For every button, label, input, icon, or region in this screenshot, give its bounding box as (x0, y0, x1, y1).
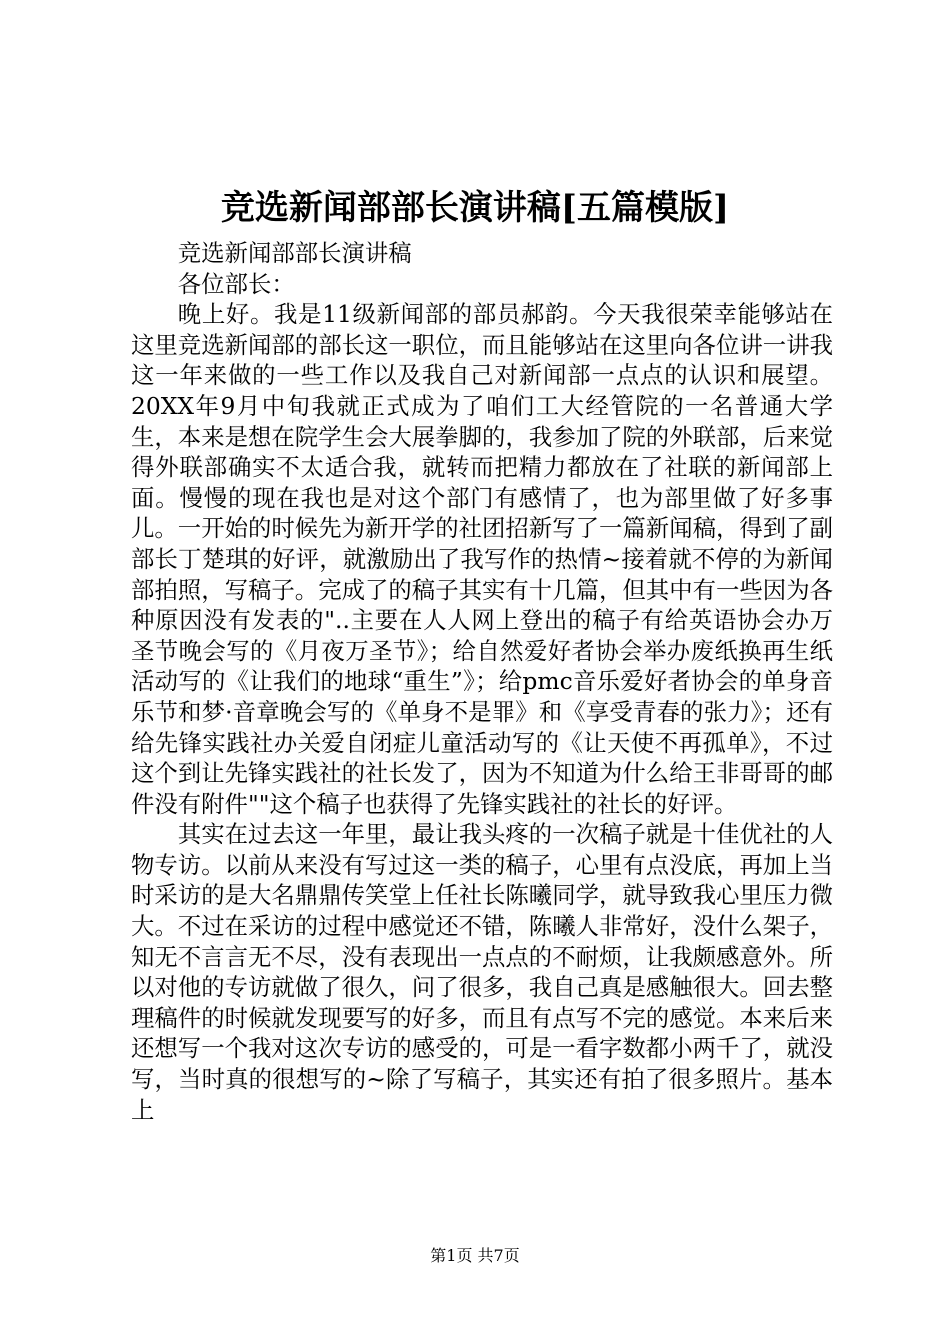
page-footer: 第1页 共7页 (430, 1246, 520, 1265)
body-paragraph: 其实在过去这一年里，最让我头疼的一次稿子就是十佳优社的人物专访。以前从来没有写过这一类的稿子，心里有点没底，再加上当时采访的是大名鼎鼎传笑堂上任社长陈曦同学，就导致我心里压力微大。不过在采访的过程中感觉还不错，陈曦人非常好，没什么架子，知无不言言无不尽，没有表现出一点点的不耐烦，让我颇感意外。所以对他的专访就做了很久，问了很多，我自己真是感触很大。回去整理稿件的时候就发现要写的好多，而且有点写不完的感觉。本来后来还想写一个我对这次专访的感受的，可是一看字数都小两千了，就没写，当时真的很想写的~除了写稿子，其实还有拍了很多照片。基本上 (131, 820, 833, 1124)
body-paragraph-salutation: 各位部长： (177, 269, 295, 298)
body-paragraph-subtitle: 竞选新闻部部长演讲稿 (177, 239, 412, 267)
document-body (131, 238, 833, 1125)
body-paragraph: 晚上好。我是11级新闻部的部员郝韵。今天我很荣幸能够站在这里竞选新闻部的部长这一职位，而且能够站在这里向各位讲一讲我这一年来做的一些工作以及我自己对新闻部一点点的认识和展望。20XX年9月中旬我就正式成为了咱们工大经管院的一名普通大学生，本来是想在院学生会大展拳脚的，我参加了院的外联部，后来觉得外联部确实不太适合我，就转而把精力都放在了社联的新闻部上面。慢慢的现在我也是对这个部门有感情了，也为部里做了好多事儿。一开始的时候先为新开学的社团招新写了一篇新闻稿，得到了副部长丁楚琪的好评，就激励出了我写作的热情~接着就不停的为新闻部拍照，写稿子。完成了的稿子其实有十几篇，但其中有一些因为各种原因没有发表的"..主要在人人网上登出的稿子有给英语协会办万圣节晚会写的《月夜万圣节》；给自然爱好者协会举办废纸换再生纸活动写的《让我们的地球“重生”》；给pmc音乐爱好者协会的单身音乐节和梦·音章晚会写的《单身不是罪》和《享受青春的张力》；还有给先锋实践社办关爱自闭症儿童活动写的《让天使不再孤单》，不过这个到让先锋实践社的社长发了，因为不知道为什么给王非哥哥的邮件没有附件""这个稿子也获得了先锋实践社的社长的好评。 (131, 300, 833, 818)
document-title: 竞选新闻部部长演讲稿[五篇模版] (220, 188, 730, 228)
